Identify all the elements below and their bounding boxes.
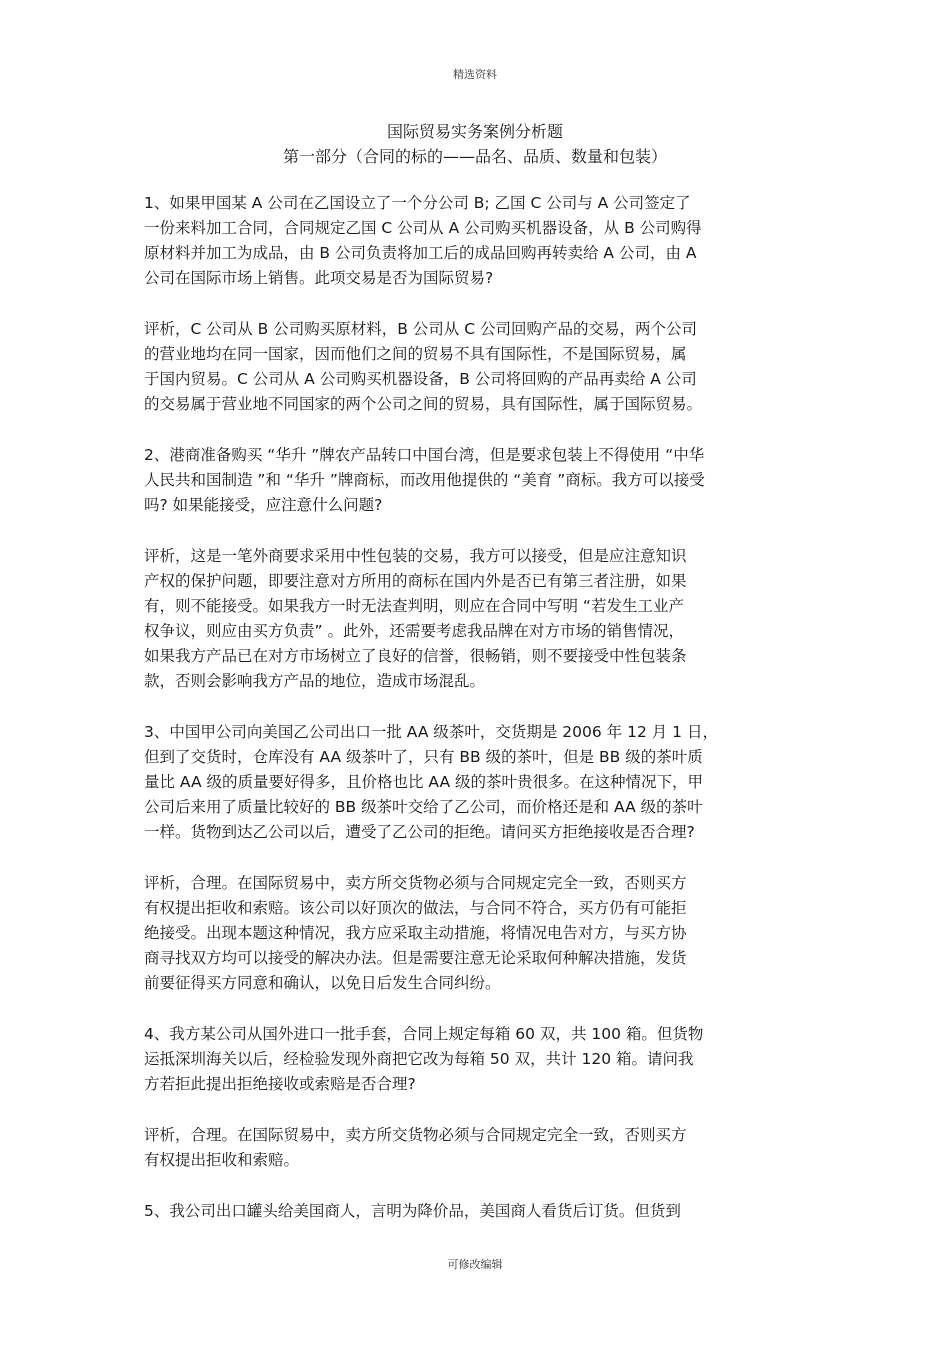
text-line: 评析，这是一笔外商要求采用中性包装的交易，我方可以接受，但是应注意知识	[144, 547, 687, 565]
text-line: 3、中国甲公司向美国乙公司出口一批 AA 级茶叶，交货期是 2006 年 12 月 1 日，	[144, 723, 718, 741]
text-line: 评析，合理。在国际贸易中，卖方所交货物必须与合同规定完全一致，否则买方	[144, 874, 687, 892]
text-line: 有，则不能接受。如果我方一时无法查判明，则应在合同中写明 “若发生工业产	[144, 597, 684, 615]
text-line: 的营业地均在同一国家，因而他们之间的贸易不具有国际性，不是国际贸易，属	[144, 345, 687, 363]
paragraph	[144, 443, 814, 518]
text-line: 一份来料加工合同，合同规定乙国 C 公司从 A 公司购买机器设备，从 B 公司购得	[144, 219, 702, 237]
text-line: 5、我公司出口罐头给美国商人，言明为降价品，美国商人看货后订货。但货到	[144, 1202, 681, 1220]
page-footer: 可修改编辑	[447, 1258, 503, 1271]
text-line: 评析，合理。在国际贸易中，卖方所交货物必须与合同规定完全一致，否则买方	[144, 1126, 687, 1144]
text-line: 1、如果甲国某 A 公司在乙国设立了一个分公司 B; 乙国 C 公司与 A 公司签定了	[144, 194, 691, 212]
text-line: 于国内贸易。C 公司从 A 公司购买机器设备，B 公司将回购的产品再卖给 A 公司	[144, 370, 697, 388]
text-line: 前要征得买方同意和确认，以免日后发生合同纠纷。	[144, 974, 501, 992]
text-line: 有权提出拒收和索赔。该公司以好顶次的做法，与合同不符合，买方仍有可能拒	[144, 899, 687, 917]
text-line: 权争议，则应由买方负责” 。此外，还需要考虑我品牌在对方市场的销售情况，	[144, 622, 684, 640]
text-line: 但到了交货时，仓库没有 AA 级茶叶了，只有 BB 级的茶叶，但是 BB 级的茶叶质	[144, 748, 703, 766]
text-line: 有权提出拒收和索赔。	[144, 1151, 300, 1169]
text-line: 商寻找双方均可以接受的解决办法。但是需要注意无论采取何种解决措施，发货	[144, 949, 687, 967]
text-line: 评析，C 公司从 B 公司购买原材料，B 公司从 C 公司回购产品的交易，两个公司	[144, 320, 697, 338]
document-subtitle: 第一部分（合同的标的——品名、品质、数量和包装）	[282, 147, 667, 166]
text-line: 产权的保护问题，即要注意对方所用的商标在国内外是否已有第三者注册，如果	[144, 572, 687, 590]
text-line: 吗? 如果能接受，应注意什么问题?	[144, 496, 383, 514]
document-title: 国际贸易实务案例分析题	[386, 122, 563, 141]
text-line: 运抵深圳海关以后，经检验发现外商把它改为每箱 50 双，共计 120 箱。请问我	[144, 1050, 694, 1068]
text-line: 原材料并加工为成品，由 B 公司负责将加工后的成品回购再转卖给 A 公司，由 A	[144, 244, 697, 262]
text-line: 量比 AA 级的质量要好得多，且价格也比 AA 级的茶叶贵很多。在这种情况下，甲	[144, 773, 703, 791]
paragraph	[144, 317, 814, 417]
paragraph	[144, 544, 814, 694]
page-header: 精选资料	[453, 68, 497, 81]
text-line: 款，否则会影响我方产品的地位，造成市场混乱。	[144, 672, 486, 690]
text-line: 如果我方产品已在对方市场树立了良好的信誉，很畅销，则不要接受中性包装条	[144, 647, 687, 665]
paragraph	[144, 720, 814, 845]
text-line: 的交易属于营业地不同国家的两个公司之间的贸易，具有国际性，属于国际贸易。	[144, 395, 703, 413]
paragraph	[144, 1022, 814, 1097]
text-line: 4、我方某公司从国外进口一批手套，合同上规定每箱 60 双，共 100 箱。但货物	[144, 1025, 704, 1043]
text-line: 方若拒此提出拒绝接收或索赔是否合理?	[144, 1075, 416, 1093]
document-body	[144, 191, 814, 1250]
paragraph	[144, 191, 814, 291]
paragraph	[144, 871, 814, 996]
text-line: 绝接受。出现本题这种情况，我方应采取主动措施，将情况电告对方，与买方协	[144, 924, 687, 942]
text-line: 2、港商准备购买 “华升 ”牌农产品转口中国台湾，但是要求包装上不得使用 “中华	[144, 446, 705, 464]
paragraph	[144, 1199, 814, 1224]
text-line: 人民共和国制造 ”和 “华升 ”牌商标，而改用他提供的 “美育 ”商标。我方可以接受	[144, 471, 705, 489]
text-line: 公司后来用了质量比较好的 BB 级茶叶交给了乙公司，而价格还是和 AA 级的茶叶	[144, 798, 703, 816]
paragraph	[144, 1123, 814, 1173]
text-line: 公司在国际市场上销售。此项交易是否为国际贸易?	[144, 269, 494, 287]
text-line: 一样。货物到达乙公司以后，遭受了乙公司的拒绝。请问买方拒绝接收是否合理?	[144, 823, 695, 841]
